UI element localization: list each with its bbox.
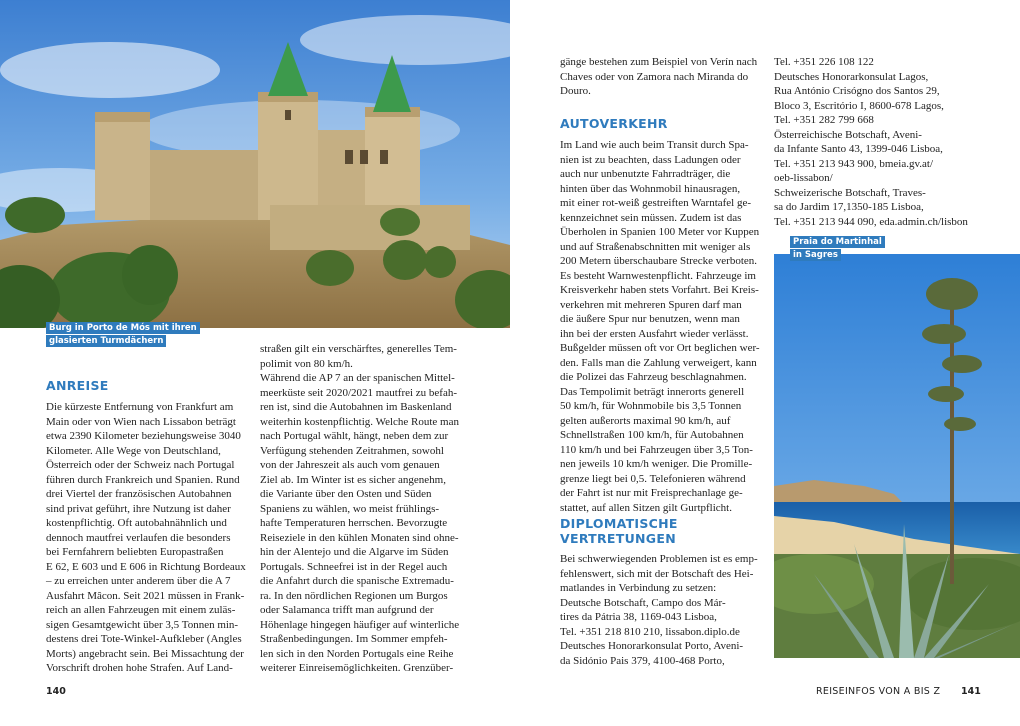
text-line: Österreichische Botschaft, Aveni- <box>774 128 922 141</box>
text-line: Rua António Crisógno dos Santos 29, <box>774 85 940 97</box>
text-line: Tel. +351 226 108 122 <box>774 56 874 68</box>
text-line: Spaniens zu wählen, wo meist frühlings- <box>260 502 440 515</box>
running-footer: REISEINFOS VON A BIS Z <box>816 686 941 697</box>
text-line: von der Jahreszeit als auch vom genauen <box>260 459 440 471</box>
text-line: Tel. +351 213 943 900, bmeia.gv.at/ <box>774 157 934 170</box>
text-line: kennzeichnet sein müssen. Zudem ist das <box>560 211 742 224</box>
text-line: sa do Jardim 17,1350-185 Lisboa, <box>774 201 924 213</box>
castle-photo-illustration <box>0 0 510 328</box>
text-line: Bei schwerwiegenden Problemen ist es emp- <box>560 553 758 565</box>
beach-photo <box>774 254 1020 658</box>
text-line: führen durch Frankreich und Spanien. Rund <box>46 473 240 486</box>
text-column-3-diplomatische <box>560 552 765 668</box>
beach-photo-illustration <box>774 254 1020 658</box>
text-line: Douro. <box>560 85 591 97</box>
caption-line: in Sagres <box>790 249 841 261</box>
heading-diplomatische-vertretungen <box>560 516 678 546</box>
heading-line: VERTRETUNGEN <box>560 531 676 546</box>
text-line: Tel. +351 218 810 210, lissabon.diplo.de <box>560 625 740 638</box>
text-line: hin der Alentejo und die Algarve im Süden <box>260 546 449 558</box>
heading-line: DIPLOMATISCHE <box>560 516 678 531</box>
text-line: Überholen in Spanien 100 Meter vor Kuppen <box>560 226 760 238</box>
text-line: 50 km/h, für Wohnmobile bis 3,5 Tonnen <box>560 400 742 412</box>
text-line: Verfügung stehenden Zeitrahmen, sowohl <box>260 444 444 457</box>
text-line: Bloco 3, Escritório I, 8600-678 Lagos, <box>774 99 944 112</box>
text-line: Während die AP 7 an der spanischen Mittel- <box>260 372 455 384</box>
text-line: Schnellstraßen 100 km/h, für Autobahnen <box>560 429 744 441</box>
text-line: fehlenswert, sich mit der Botschaft des Hei- <box>560 567 754 580</box>
text-line: weiterer Einreisemöglichkeiten. Grenzüber- <box>260 662 454 674</box>
text-line: Deutsches Honorarkonsulat Lagos, <box>774 70 929 83</box>
text-line: Kilometer. Alle Wege von Deutschland, <box>46 444 221 457</box>
page-number-left: 140 <box>46 686 66 697</box>
heading-anreise: ANREISE <box>46 378 109 393</box>
text-line: matlandes in Verbindung zu setzen: <box>560 582 717 594</box>
text-line: die Variante über den Osten und Süden <box>260 488 432 500</box>
text-line: auch nur unbenutzte Fahrradträger, die <box>560 168 731 180</box>
text-line: Vorschrift drohen hohe Strafen. Auf Land- <box>46 662 233 674</box>
text-line: stattet, auf allen Sitzen gilt Gurtpflicht. <box>560 501 732 514</box>
text-line: den. Falls man die Zahlung verweigert, kann <box>560 356 757 369</box>
text-line: die äußere Spur nur benutzen, wenn man <box>560 313 740 325</box>
text-line: die Polizei das Fahrzeug beschlagnahmen. <box>560 371 747 383</box>
text-line: len sich in den Norden Portugals eine Reihe <box>260 647 454 660</box>
text-line: gänge bestehen zum Beispiel von Verín nach <box>560 56 758 68</box>
castle-photo <box>0 0 510 328</box>
text-line: reich an allen Fahrzeugen mit einem zuläs- <box>46 604 236 616</box>
text-line: Kreisverkehr haben stets Vorfahrt. Bei Kreis- <box>560 284 759 296</box>
text-line: oeb-lissabon/ <box>774 172 833 184</box>
text-line: nien ist zu beachten, dass Ladungen oder <box>560 153 741 166</box>
text-line: Im Land wie auch beim Transit durch Spa- <box>560 139 749 151</box>
heading-autoverkehr: AUTOVERKEHR <box>560 116 668 131</box>
text-column-3-intro <box>560 55 765 99</box>
text-line: Tel. +351 282 799 668 <box>774 114 874 126</box>
text-line: Reiseziele in den kühlen Monaten sind ohne- <box>260 531 459 544</box>
text-column-3-autoverkehr <box>560 138 765 515</box>
text-line: 110 km/h und bei Fahrzeugen über 3,5 Ton- <box>560 443 753 456</box>
text-line: Deutsche Botschaft, Campo dos Már- <box>560 596 726 609</box>
text-line: E 62, E 603 und E 606 in Richtung Bordeaux <box>46 560 246 573</box>
text-line: die Anfahrt durch die spanische Extremadu- <box>260 575 454 587</box>
text-line: 200 Metern überschaubare Strecke verboten. <box>560 255 758 267</box>
text-line: Das Tempolimit beträgt innerorts generell <box>560 385 745 398</box>
text-line: meerküste seit 2020/2021 mautfrei zu befah- <box>260 386 458 399</box>
text-line: kostenpflichtig. Oft autobahnähnlich und <box>46 517 227 529</box>
text-line: Höhenlage hingegen häufiger auf winterliche <box>260 618 460 631</box>
text-line: nen jeweils 10 km/h weniger. Die Promille- <box>560 458 753 470</box>
text-line: mit einer rot-weiß gestreiften Warntafel ge- <box>560 197 752 209</box>
text-line: oder Salamanca trifft man aufgrund der <box>260 604 434 616</box>
text-line: Portugals. Schneefrei ist in der Regel auch <box>260 560 448 573</box>
text-line: Chaves oder von Zamora nach Miranda do <box>560 70 749 83</box>
text-line: Main oder von Wien nach Lissabon beträgt <box>46 415 236 428</box>
text-line: hinten über das Wohnmobil hinausragen, <box>560 182 741 195</box>
text-line: Österreich oder der Schweiz nach Portugal <box>46 459 235 471</box>
text-line: bei Fernfahrern beliebten Europastraßen <box>46 546 224 558</box>
text-line: der Fahrt ist nur mit Freisprechanlage ge- <box>560 487 743 499</box>
text-line: Tel. +351 213 944 090, eda.admin.ch/lisbon <box>774 215 968 228</box>
text-line: nach Portugal wählt, hängt, neben dem zur <box>260 430 449 442</box>
text-line: Morts) angebracht sein. Bei Missachtung der <box>46 647 244 660</box>
text-column-1 <box>46 400 246 676</box>
text-line: Straßenbedingungen. Im Sommer empfeh- <box>260 633 448 645</box>
text-column-2 <box>260 342 465 676</box>
text-line: ihn bei der ersten Ausfahrt wieder verlässt. <box>560 327 749 340</box>
text-line: da Infante Santo 43, 1399-046 Lisboa, <box>774 143 943 155</box>
text-line: ren ist, sind die Autobahnen im Baskenland <box>260 401 452 413</box>
castle-photo-caption <box>46 322 200 348</box>
caption-line: Burg in Porto de Mós mit ihren <box>46 322 200 334</box>
text-line: weiterhin kostenpflichtig. Welche Route man <box>260 415 459 428</box>
text-line: gelten außerorts maximal 90 km/h, auf <box>560 414 731 427</box>
text-line: hafte Temperaturen herrschen. Bevorzugte <box>260 517 448 529</box>
text-line: dennoch mautfrei verlaufen die besonders <box>46 531 231 544</box>
text-line: grenze liegt bei 0,5. Telefonieren während <box>560 472 746 485</box>
text-column-4 <box>774 55 994 229</box>
beach-photo-caption <box>790 236 885 262</box>
text-line: Ziel ab. Im Winter ist es sicher angenehm, <box>260 473 446 486</box>
text-line: Schweizerische Botschaft, Traves- <box>774 186 926 199</box>
text-line: Ausfahrt Mâcon. Seit 2021 müssen in Frank- <box>46 589 245 602</box>
text-line: – zu erreichen unter anderem über die A 7 <box>46 575 231 587</box>
text-line: ra. In den nördlichen Regionen um Burgos <box>260 589 448 602</box>
text-line: da Sidónio Pais 379, 4100-468 Porto, <box>560 654 725 667</box>
text-line: sigen Gesamtgewicht über 3,5 Tonnen min- <box>46 618 239 631</box>
caption-line: glasierten Turmdächern <box>46 335 166 347</box>
page-number-right: 141 <box>961 686 981 697</box>
text-line: Deutsches Honorarkonsulat Porto, Aveni- <box>560 640 744 652</box>
text-line: Es besteht Warnwestenpflicht. Fahrzeuge im <box>560 269 756 282</box>
text-line: sind privat geführt, ihre Nutzung ist daher <box>46 502 231 515</box>
text-line: straßen gilt ein verschärftes, generelles Tem- <box>260 343 457 355</box>
text-line: etwa 2390 Kilometer beziehungsweise 3040 <box>46 430 241 442</box>
text-line: Bußgelder müssen oft vor Ort beglichen wer- <box>560 342 760 354</box>
text-line: tires da Pátria 38, 1169-043 Lisboa, <box>560 611 717 623</box>
text-line: Die kürzeste Entfernung von Frankfurt am <box>46 401 234 413</box>
text-line: polimit von 80 km/h. <box>260 357 353 370</box>
caption-line: Praia do Martinhal <box>790 236 885 248</box>
text-line: verkehren mit mehreren Spuren darf man <box>560 298 742 311</box>
text-line: destens drei Tote-Winkel-Aufkleber (Angles <box>46 633 242 645</box>
text-line: drei Viertel der französischen Autobahnen <box>46 488 232 500</box>
text-line: und auf Straßenabschnitten mit weniger als <box>560 240 751 253</box>
